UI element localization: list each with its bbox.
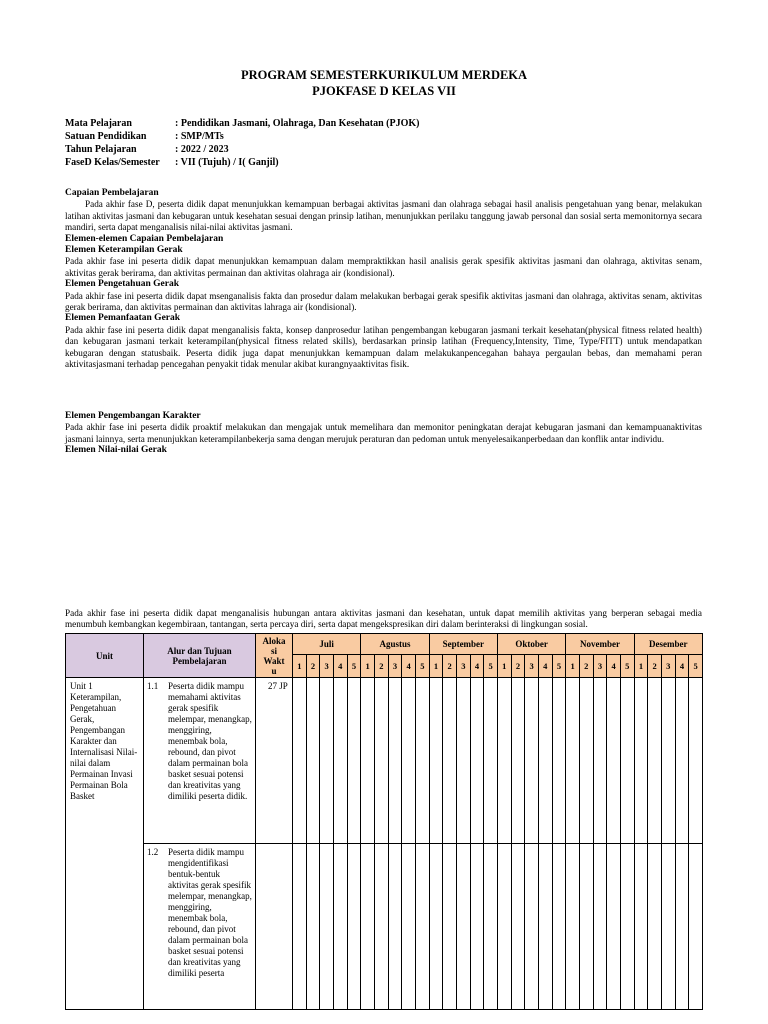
week-number-header: 5 [415,655,429,678]
week-cell [470,844,484,1010]
week-number-header: 5 [347,655,361,678]
week-cell [293,678,307,844]
week-number-header: 4 [470,655,484,678]
week-number-header: 3 [593,655,607,678]
capaian-text: Pada akhir fase D, peserta didik dapat menunjukkan kemampuan berbagai aktivitas jasmani dan olahraga sebagai hasil analisis pengetahuan yang benar, melakukan latihan aktivitas jasmani dan kebugaran untuk kesehatan sesuai dengan prinsip latihan, menunjukkan perilaku tanggung jawab personal dan sosial serta memonitornya secara mandiri, serta dapat menganalisis nilai-nilai aktivitas jasmani. [65,199,702,233]
week-cell [320,844,334,1010]
week-cell [689,844,703,1010]
week-cell [538,678,552,844]
week-cell [689,678,703,844]
meta-label: Tahun Pelajaran [65,144,137,155]
tujuan-cell [144,844,256,1010]
meta-label: Satuan Pendidikan [65,131,147,142]
week-cell [429,678,443,844]
week-cell [566,678,580,844]
week-cell [470,678,484,844]
week-cell [293,844,307,1010]
unit-text: Unit 1 Keterampilan, Pengetahuan Gerak, Pengembangan Karakter dan Internalisasi Nilai-nilai dalam Permainan Invasi Permainan Bola Basket [70,681,138,801]
week-cell [661,844,675,1010]
week-number-header: 2 [648,655,662,678]
week-cell [648,844,662,1010]
col-header-alur: Alur dan Tujuan Pembelajaran [144,634,256,678]
week-cell [634,678,648,844]
week-number-header: 4 [402,655,416,678]
col-header-unit: Unit [66,634,144,678]
tujuan-text: Peserta didik mampu mengidentifikasi bentuk-bentuk aktivitas gerak spesifik melempar, menangkap, menggiring, menembak bola, rebound, dan pivot dalam permainan bola basket sesuai potensi dan kreativitas yang dimiliki peserta [168,847,252,978]
tujuan-cell [144,678,256,844]
meta-label: FaseD Kelas/Semester [65,157,160,168]
week-cell [443,678,457,844]
week-cell [456,844,470,1010]
pemanfaatan-heading: Elemen Pemanfaatan Gerak [65,313,181,324]
month-header-september: September [429,634,497,655]
alokasi-line: u [271,665,277,676]
alokasi-cell [256,678,293,844]
meta-info [65,117,419,169]
week-number-header: 4 [538,655,552,678]
document-title-line-1: PROGRAM SEMESTERKURIKULUM MERDEKA [240,68,528,82]
week-cell [388,844,402,1010]
alokasi-line: si [270,645,277,656]
week-number-header: 1 [634,655,648,678]
week-cell [497,678,511,844]
tujuan-number: 1.1 [147,681,159,691]
week-cell [607,678,621,844]
month-header-oktober: Oktober [497,634,565,655]
unit-cell [66,678,144,1010]
week-number-header: 2 [374,655,388,678]
meta-label: Mata Pelajaran [65,118,132,129]
meta-value: : SMP/MTs [175,131,224,142]
tujuan-number: 1.2 [147,847,159,857]
week-cell [552,678,566,844]
week-number-header: 4 [607,655,621,678]
week-cell [497,844,511,1010]
meta-row-fase [65,156,419,169]
week-number-header: 1 [293,655,307,678]
meta-row-tahun [65,143,419,156]
week-cell [333,678,347,844]
tujuan-text: Peserta didik mampu memahami aktivitas gerak spesifik melempar, menangkap, menggiring, menembak bola, rebound, dan pivot dalam permainan bola basket sesuai potensi dan kreativitas yang dimiliki peserta didik. [168,681,252,801]
week-cell [429,844,443,1010]
week-cell [579,844,593,1010]
week-cell [675,844,689,1010]
month-header-agustus: Agustus [361,634,429,655]
week-number-header: 5 [484,655,498,678]
pengetahuan-text: Pada akhir fase ini peserta didik dapat msenganalisis fakta dan prosedur dalam melakukan berbagai gerak spesifik aktivitas jasmani dan olahraga, aktivitas senam, aktivitas gerak berirama, dan aktivitas permainan dan aktivitas lahraga air (kondisional). [65,290,702,313]
keterampilan-heading: Elemen Keterampilan Gerak [65,245,183,256]
table-row [66,678,703,844]
capaian-heading: Capaian Pembelajaran [65,188,159,198]
week-cell [579,678,593,844]
week-cell [484,844,498,1010]
alokasi-line: Aloka [262,635,286,646]
document-title-line-2: PJOKFASE D KELAS VII [312,84,456,98]
alokasi-line: Wakt [263,655,285,666]
week-cell [593,678,607,844]
week-number-header: 3 [456,655,470,678]
nilai-text: Pada akhir fase ini peserta didik dapat menganalisis hubungan antara aktivitas jasmani dan kesehatan, untuk dapat memilih aktivitas yang berperan sebagai media menumbuh kembangkan kegembiraan, tantangan, serta percaya diri, serta dapat mengekspresikan diri dalam berinteraksi di lingkungan sosial. [65,608,702,630]
keterampilan-text: Pada akhir fase ini peserta didik dapat menunjukkan kemampuan dalam mempraktikkan hasil analisis gerak spesifik aktivitas jasmani dan olahraga, aktivitas senam, aktivitas gerak berirama, dan aktivitas permainan dan aktivitas olahraga air (kondisional). [65,256,702,278]
week-cell [306,678,320,844]
week-number-header: 3 [388,655,402,678]
meta-value: : 2022 / 2023 [175,144,229,155]
table-header-row-months [66,634,703,655]
alokasi-cell [256,844,293,1010]
karakter-section [65,411,702,457]
month-header-november: November [566,634,634,655]
capaian-section [65,188,702,371]
meta-value: : VII (Tujuh) / I( Ganjil) [175,157,279,168]
karakter-heading: Elemen Pengembangan Karakter [65,411,201,421]
week-number-header: 5 [552,655,566,678]
week-cell [361,844,375,1010]
week-cell [347,678,361,844]
week-number-header: 2 [443,655,457,678]
week-cell [374,844,388,1010]
week-number-header: 2 [511,655,525,678]
meta-row-satuan [65,130,419,143]
week-cell [552,844,566,1010]
week-cell [361,678,375,844]
elemen-heading: Elemen-elemen Capaian Pembelajaran [65,233,224,244]
week-cell [484,678,498,844]
week-number-header: 1 [429,655,443,678]
week-number-header: 1 [497,655,511,678]
week-cell [374,678,388,844]
nilai-heading: Elemen Nilai-nilai Gerak [65,445,167,456]
week-cell [648,678,662,844]
alokasi-value [256,844,292,847]
week-cell [347,844,361,1010]
week-cell [661,678,675,844]
week-cell [593,844,607,1010]
week-number-header: 3 [525,655,539,678]
week-cell [620,844,634,1010]
pengetahuan-heading: Elemen Pengetahuan Gerak [65,279,179,290]
week-cell [566,844,580,1010]
week-number-header: 4 [333,655,347,678]
karakter-text: Pada akhir fase ini peserta didik proaktif melakukan dan mengajak untuk memelihara dan memonitor peningkatan derajat kebugaran jasmani dan kemampuanaktivitas jasmani lainnya, serta menunjukkan keterampilanbekerja sama dengan merujuk peraturan dan pedoman untuk menyelesaikanperbedaan dan konflik antar individu. [65,422,702,444]
week-cell [320,678,334,844]
week-cell [443,844,457,1010]
week-number-header: 5 [689,655,703,678]
week-number-header: 5 [620,655,634,678]
meta-value: : Pendidikan Jasmani, Olahraga, Dan Kesehatan (PJOK) [175,118,420,129]
meta-row-mapel [65,117,419,130]
week-cell [511,844,525,1010]
week-number-header: 3 [661,655,675,678]
week-cell [607,844,621,1010]
week-number-header: 4 [675,655,689,678]
alokasi-value: 27 JP [268,681,288,691]
week-cell [402,844,416,1010]
month-header-desember: Desember [634,634,702,655]
week-number-header: 2 [306,655,320,678]
week-cell [675,678,689,844]
week-number-header: 3 [320,655,334,678]
week-cell [525,678,539,844]
week-cell [415,678,429,844]
table-row [66,844,703,1010]
week-cell [525,844,539,1010]
month-header-juli: Juli [293,634,361,655]
week-cell [306,844,320,1010]
week-cell [415,844,429,1010]
week-cell [388,678,402,844]
schedule-table [65,633,703,1010]
week-number-header: 1 [566,655,580,678]
week-cell [511,678,525,844]
week-cell [402,678,416,844]
week-cell [620,678,634,844]
week-cell [634,844,648,1010]
week-number-header: 2 [579,655,593,678]
week-cell [333,844,347,1010]
week-cell [456,678,470,844]
week-cell [538,844,552,1010]
week-number-header: 1 [361,655,375,678]
col-header-alokasi [256,634,293,678]
pemanfaatan-text: Pada akhir fase ini peserta didik dapat menganalisis fakta, konsep danprosedur latihan pengembangan kebugaran jasmani terkait kesehatan(physical fitness related health) dan kebugaran jasmani terkait keterampilan(physical fitness related skills), berdasarkan prinsip latihan (Frequency,Intensity, Time, Type/FITT) untuk mendapatkan kebugaran dengan statusbaik. Peserta didik juga dapat menunjukkan kemampuan dalam melakukanpencegahan bahaya pergaulan bebas, dan memahami peran aktivitasjasmani terhadap pencegahan penyakit tidak menular akibat kurangnyaaktivitas fisik. [65,324,702,370]
